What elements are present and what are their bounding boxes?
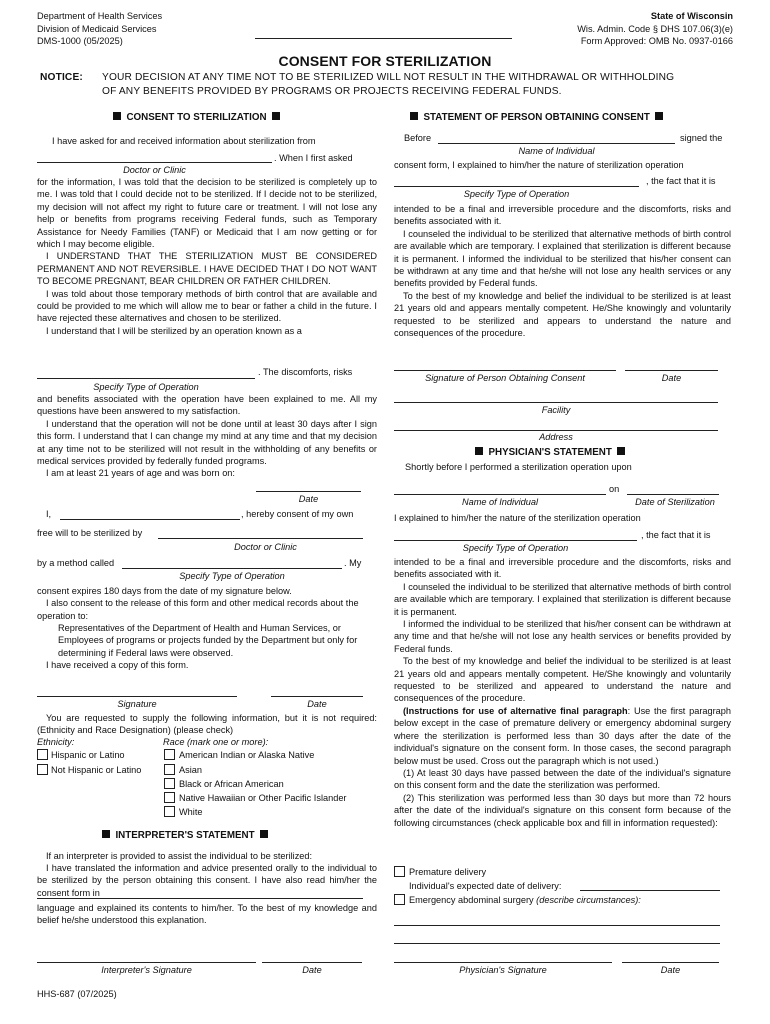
race-hawaiian-label: Native Hawaiian or Other Pacific Islander	[179, 793, 347, 803]
consent-heading: CONSENT TO STERILIZATION	[113, 111, 280, 124]
person-operation-caption: Specify Type of Operation	[463, 189, 570, 199]
person-body: intended to be a final and irreversible procedure and the discomforts, risks and benefits associated with it. I counseled the individual to be sterilized that alternative methods of birth control are available which are temporary. I explained that sterilization is different because it is permanent. I informed the individual to be sterilized that his/her consent can be withdrawn at any time and that he/she will not lose any health services or any benefits provided by Federal funds. To the best of my knowledge and belief the individual to be sterilized is at least 21 years old and appears mentally competent. He/She knowingly and voluntarily requested to be sterilized and appears to understand the nature and consequences of the procedure.	[394, 204, 731, 339]
division-name: Division of Medicaid Services	[37, 23, 157, 34]
physician-operation-field[interactable]	[394, 540, 637, 541]
person-line3: , the fact that it is	[646, 176, 716, 186]
interpreter-date-caption: Date	[302, 965, 322, 975]
square-bullet-icon	[102, 830, 110, 838]
physician-line2: I explained to him/her the nature of the sterilization operation	[394, 513, 641, 523]
signature-caption: Signature	[117, 699, 157, 709]
consent-release-list: Representatives of the Department of Health and Human Services, or Employees of programs or projects funded by the Department but only for determining if Federal laws were observed.	[58, 623, 358, 658]
page-title: CONSENT FOR STERILIZATION	[278, 53, 492, 69]
race-asian-label: Asian	[179, 765, 202, 775]
notice-line2: OF ANY BENEFITS PROVIDED BY PROGRAMS OR PROJECTS RECEIVING FEDERAL FUNDS.	[102, 86, 562, 97]
person-date-field[interactable]	[625, 370, 718, 371]
interpreter-signature-field[interactable]	[37, 962, 256, 963]
facility-field[interactable]	[394, 402, 718, 403]
birth-date-field[interactable]	[256, 491, 361, 492]
expected-delivery-label: Individual's expected date of delivery:	[409, 881, 562, 891]
race-white-label: White	[179, 807, 203, 817]
dept-name: Department of Health Services	[37, 11, 163, 21]
method-field[interactable]	[122, 568, 342, 569]
individual-name-field[interactable]	[60, 519, 240, 520]
physician-name-field[interactable]	[394, 494, 606, 495]
interpreter-body: I have translated the information and advice presented orally to the individual to be sterilized by the person obtaining this consent. I have also read him/her the consent form in	[37, 863, 377, 898]
square-bullet-icon	[113, 112, 121, 120]
person-name-caption: Name of Individual	[518, 146, 595, 156]
not-hispanic-label: Not Hispanic or Latino	[51, 765, 142, 775]
method-caption: Specify Type of Operation	[179, 571, 285, 581]
consent-my: . My	[344, 558, 362, 568]
square-bullet-icon	[475, 447, 483, 455]
race-black-label: Black or African American	[179, 779, 284, 789]
omb-number: Form Approved: OMB No. 0937-0166	[580, 36, 733, 46]
consent-body-2: and benefits associated with the operation have been explained to me. All my questions have been answered to my satisfaction. I understand that the operation will not be done until at least 30 days after I sign this form. I understand that I can change my mind at any time and that my decision at any time not to be sterilized will not result in the withholding of any benefits or medical services provided by federally funded programs. I am at least 21 years of age and was born on:	[37, 394, 377, 479]
physician-operation-caption: Specify Type of Operation	[462, 543, 569, 553]
physician-date-field[interactable]	[622, 962, 719, 963]
circumstances-field-1[interactable]	[394, 925, 720, 926]
language-field[interactable]	[37, 898, 363, 899]
facility-caption: Facility	[541, 405, 571, 415]
admin-code: Wis. Admin. Code § DHS 107.06(3)(e)	[577, 23, 733, 34]
race-asian-checkbox[interactable]	[164, 764, 175, 775]
sterilization-date-caption: Date of Sterilization	[635, 497, 715, 507]
signature-date-field[interactable]	[271, 696, 363, 697]
sterilization-date-field[interactable]	[627, 494, 719, 495]
circumstances-field-2[interactable]	[394, 943, 720, 944]
notice	[40, 71, 740, 97]
person-heading: STATEMENT OF PERSON OBTAINING CONSENT	[410, 111, 663, 124]
race-label: Race (mark one or more):	[163, 737, 269, 747]
signature-field[interactable]	[37, 696, 237, 697]
square-bullet-icon	[410, 112, 418, 120]
physician-signature-caption: Physician's Signature	[459, 965, 547, 975]
person-signature-field[interactable]	[394, 370, 616, 371]
square-bullet-icon	[617, 447, 625, 455]
race-white-checkbox[interactable]	[164, 806, 175, 817]
interpreter-body-2: language and explained its contents to him/her. To the best of my knowledge and belief he/she understood this explanation.	[37, 903, 377, 926]
physician-line1: Shortly before I performed a sterilization operation upon	[405, 462, 632, 472]
consent-method: by a method called	[37, 558, 115, 568]
physician-date-caption: Date	[660, 965, 681, 975]
race-american-indian-checkbox[interactable]	[164, 749, 175, 760]
premature-delivery-label: Premature delivery	[409, 867, 487, 877]
expected-delivery-field[interactable]	[580, 890, 720, 891]
premature-delivery-checkbox[interactable]	[394, 866, 405, 877]
race-american-indian-label: American Indian or Alaska Native	[179, 750, 315, 760]
header-rule	[255, 38, 512, 39]
square-bullet-icon	[260, 830, 268, 838]
operation-type-field[interactable]	[37, 378, 255, 379]
consent-optional-info: You are requested to supply the following information, but it is not required: (Ethnicity and Race Designation) (please check)	[37, 713, 377, 736]
physician-body: intended to be a final and irreversible procedure and the discomforts, risks and benefits associated with it. I counseled the individual to be sterilized that alternative methods of birth control are available which are temporary. I explained that sterilization is different because it is permanent. I informed the individual to be sterilized that his/her consent can be withdrawn at any time and that he/she will not lose any health services or benefits provided by Federal funds. To the best of my knowledge and belief the individual to be sterilized is at least 21 years old and appears mentally competent. He/She knowingly and voluntarily requested to be sterilized and appeared to understand the nature and consequences of the procedure. (Instructions for use of alternative final paragraph: Use the first paragraph below except in the case of premature delivery or emergency abdominal surgery where the sterilization is performed less than 30 days after the date of the individual's signature on the consent form. In those cases, the second paragraph below must be used. Cross out the paragraph which is not used.) (1) At least 30 days have passed between the date of the individual's signature on this consent form and the date the sterilization was performed. (2) This sterilization was performed less than 30 days but more than 72 hours after the date of the individual's signature on this consent form because of the following circumstances (check applicable box and fill in information requested):	[394, 557, 731, 828]
interpreter-signature-caption: Interpreter's Signature	[101, 965, 192, 975]
square-bullet-icon	[272, 112, 280, 120]
consent-discomforts: . The discomforts, risks	[258, 367, 353, 377]
consent-freewill: free will to be sterilized by	[37, 528, 143, 538]
notice-label: NOTICE:	[40, 72, 83, 83]
interpreter-line1: If an interpreter is provided to assist the individual to be sterilized:	[46, 851, 313, 861]
physician-name-caption: Name of Individual	[461, 497, 539, 507]
emergency-surgery-label: Emergency abdominal surgery (describe circumstances):	[409, 895, 641, 905]
physician-line3: , the fact that it is	[641, 530, 711, 540]
doctor-clinic-caption: Doctor or Clinic	[123, 165, 186, 175]
hispanic-checkbox[interactable]	[37, 749, 48, 760]
consent-line2: . When I first asked	[274, 153, 353, 163]
hispanic-label: Hispanic or Latino	[51, 750, 125, 760]
person-operation-field[interactable]	[394, 186, 639, 187]
square-bullet-icon	[655, 112, 663, 120]
consent-own: , hereby consent of my own	[241, 509, 354, 519]
notice-line1: YOUR DECISION AT ANY TIME NOT TO BE STERILIZED WILL NOT RESULT IN THE WITHDRAWAL OR WITHHOLDING	[102, 72, 675, 83]
operation-type-caption: Specify Type of Operation	[93, 382, 199, 392]
person-signature-caption: Signature of Person Obtaining Consent	[425, 373, 585, 383]
ethnicity-label: Ethnicity:	[37, 737, 75, 747]
form-number: DMS-1000 (05/2025)	[37, 36, 123, 46]
doctor-clinic-caption-2: Doctor or Clinic	[234, 542, 297, 552]
consent-copy: I have received a copy of this form.	[46, 660, 189, 670]
consent-i: I,	[46, 509, 52, 519]
consent-body-3: consent expires 180 days from the date of my signature below. I also consent to the release of this form and other medical records about the operation to:	[37, 586, 359, 621]
not-hispanic-checkbox[interactable]	[37, 764, 48, 775]
state-name: State of Wisconsin	[650, 11, 733, 21]
emergency-surgery-checkbox[interactable]	[394, 894, 405, 905]
person-date-caption: Date	[661, 373, 682, 383]
physician-heading: PHYSICIAN'S STATEMENT	[475, 446, 625, 459]
header-left	[37, 10, 162, 48]
doctor-clinic-field[interactable]	[37, 162, 272, 163]
consent-line1: I have asked for and received information about sterilization from	[52, 136, 316, 146]
footer-form-number: HHS-687 (07/2025)	[37, 989, 117, 999]
physician-on: on	[609, 484, 620, 494]
instructions-label: (Instructions for use of alternative final paragraph	[403, 705, 628, 716]
consent-body-1: for the information, I was told that the decision to be sterilized is completely up to me. I was told that I could decide not to be sterilized. If I decide not to be sterilized, my decision will not affect my right to future care or treatment. I will not lose any help or benefits from programs receiving Federal funds, such as Temporary Assistance for Needy Families (TANF) or Medicaid that I am now getting or for which I may become eligible. I UNDERSTAND THAT THE STERILIZATION MUST BE CONSIDERED PERMANENT AND NOT REVERSIBLE. I HAVE DECIDED THAT I DO NOT WANT TO BECOME PREGNANT, BEAR CHILDREN OR FATHER CHILDREN. I was told about those temporary methods of birth control that are available and could be provided to me which will allow me to bear or father a child in the future. I have rejected these alternatives and chosen to be sterilized. I understand that I will be sterilized by an operation known as a	[37, 177, 377, 336]
sterilized-by-field[interactable]	[158, 538, 363, 539]
race-hawaiian-checkbox[interactable]	[164, 792, 175, 803]
person-signed: signed the	[680, 133, 723, 143]
birth-date-caption: Date	[298, 494, 319, 504]
person-name-field[interactable]	[438, 143, 675, 144]
person-line2: consent form, I explained to him/her the nature of sterilization operation	[394, 160, 684, 170]
signature-date-caption: Date	[307, 699, 327, 709]
race-black-checkbox[interactable]	[164, 778, 175, 789]
person-before: Before	[404, 133, 432, 143]
interpreter-date-field[interactable]	[262, 962, 362, 963]
address-caption: Address	[539, 432, 573, 442]
interpreter-heading: INTERPRETER'S STATEMENT	[102, 829, 268, 842]
physician-signature-field[interactable]	[394, 962, 612, 963]
header-right	[577, 10, 733, 48]
